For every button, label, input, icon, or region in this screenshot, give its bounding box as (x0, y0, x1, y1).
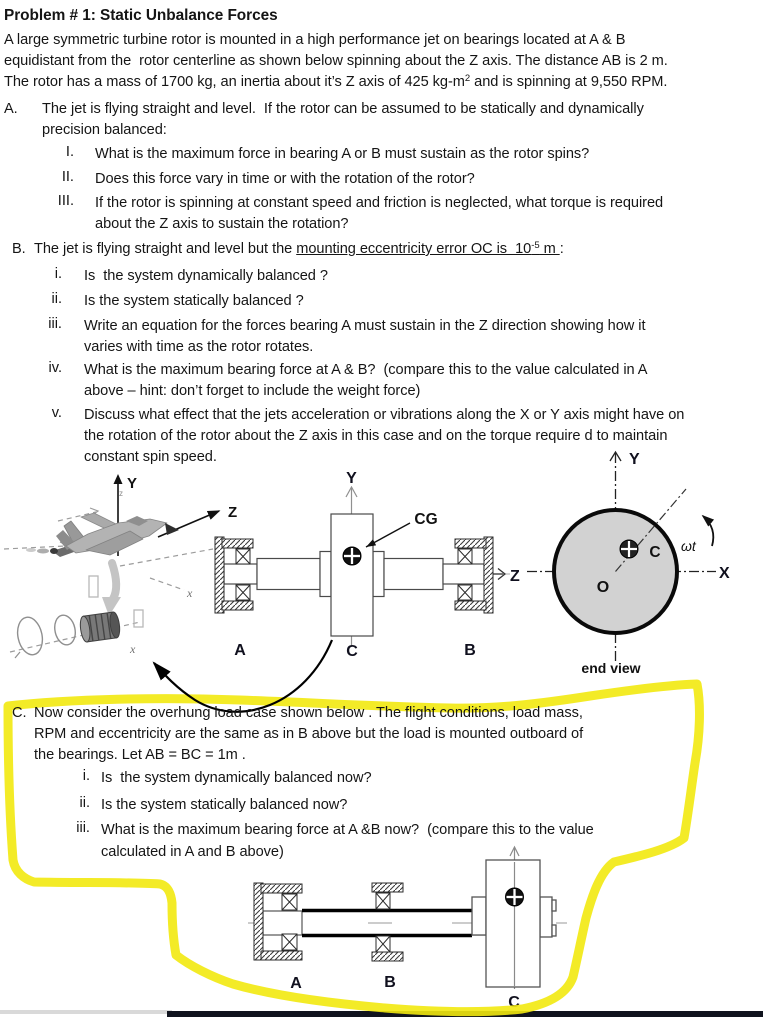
list-item: the rotation of the rotor about the Z axis in this case and on the torque require d to maintain (84, 428, 668, 444)
list-number: i. (82, 768, 90, 784)
end-view-figure (525, 440, 763, 685)
list-item: varies with time as the rotor rotates. (84, 339, 314, 355)
bearing-b-label: B (464, 642, 476, 659)
detail-callout-arrow (102, 563, 121, 616)
disk-c-label: C (346, 643, 358, 660)
omega-t-label: ωt (681, 538, 696, 554)
bearing-b (372, 883, 403, 961)
jet-x-label-1: x (187, 586, 193, 600)
section-c-head: RPM and eccentricity are the same as in B above but the load is mounted outboard of (34, 726, 584, 742)
jet-nose (165, 523, 179, 535)
mass-block-2 (134, 610, 143, 627)
shaft-stub (263, 911, 302, 935)
section-a-head: The jet is flying straight and level. If the rotor can be assumed to be statically and dynamically (42, 101, 644, 117)
list-item: Is the system dynamically balanced ? (84, 268, 328, 284)
list-item: Does this force vary in time or with the rotation of the rotor? (95, 171, 475, 187)
cg-marker (620, 540, 638, 558)
bearing-a-label: A (290, 975, 302, 992)
list-number: iii. (76, 820, 90, 836)
list-number: ii. (51, 291, 62, 307)
section-b-pre: The jet is flying straight and level but the (34, 241, 297, 257)
list-number: iii. (48, 316, 62, 332)
list-item: about the Z axis to sustain the rotation? (95, 216, 349, 232)
turbine-rotor-sketch (79, 611, 121, 642)
section-b-head (34, 239, 564, 261)
jet-x-label-2: x (130, 642, 136, 656)
list-item: If the rotor is spinning at constant speed and friction is neglected, what torque is required (95, 195, 664, 211)
list-number: III. (57, 193, 74, 209)
jet-z-small-label: z (119, 489, 123, 498)
cg-label: CG (414, 511, 438, 528)
rotation-direction-arrow (703, 516, 713, 546)
cg-marker (506, 888, 524, 906)
list-number: ii. (79, 795, 90, 811)
end-y-label: Y (629, 451, 640, 468)
disk-c-label: C (508, 994, 520, 1011)
cg-marker (343, 547, 361, 565)
overhung-load-figure (240, 840, 570, 1012)
rotor-disk (331, 514, 373, 636)
intro-line (4, 72, 667, 94)
list-number: iv. (48, 360, 62, 376)
intro-line: equidistant from the rotor centerline as shown below spinning about the Z axis. The distance AB is 2 m. (4, 53, 668, 69)
section-b-colon: : (559, 241, 564, 257)
list-item: Write an equation for the forces bearing A must sustain in the Z direction showing how it (84, 318, 646, 334)
y-axis-arrowhead (114, 474, 123, 484)
intro-line3-post: and is spinning at 9,550 RPM. (470, 74, 668, 90)
end-c-label: C (649, 544, 661, 561)
section-b-superscript: -5 (531, 240, 540, 251)
intro-superscript: 2 (464, 73, 471, 84)
bearing-b-label: B (384, 974, 396, 991)
mass-block-1 (89, 576, 98, 597)
list-item: calculated in A and B above) (101, 844, 284, 860)
rotor-side-view-figure (208, 468, 533, 668)
rotation-loops (14, 613, 78, 658)
section-b-ul-post: m (539, 241, 560, 257)
bearing-a-label: A (234, 642, 246, 659)
list-number: v. (51, 405, 62, 421)
intro-line3-pre: The rotor has a mass of 1700 kg, an inertia about it’s Z axis of 425 kg-m (4, 74, 465, 90)
side-y-label: Y (346, 470, 357, 487)
section-c-head: Now consider the overhung load case shown below . The flight conditions, load mass, (34, 705, 583, 721)
list-item: What is the maximum bearing force at A &B now? (compare this to the value (101, 822, 594, 838)
page-title: Problem # 1: Static Unbalance Forces (4, 7, 278, 24)
section-b-ul-pre: mounting eccentricity error OC is 10 (296, 241, 532, 257)
list-number: i. (54, 266, 62, 282)
jet-exhaust (50, 548, 58, 554)
bottom-edge-light-bar (0, 1010, 172, 1014)
end-view-caption: end view (581, 660, 641, 676)
section-b-underlined (296, 241, 559, 257)
list-item: Is the system statically balanced ? (84, 293, 304, 309)
list-item: Is the system dynamically balanced now? (101, 770, 372, 786)
jet-z-axis-label: Z (228, 504, 238, 521)
list-item: above – hint: don’t forget to include the weight force) (84, 383, 421, 399)
end-x-label: X (719, 565, 730, 582)
section-a-label: A. (4, 101, 18, 117)
fighter-jet-drawing (26, 513, 179, 557)
intro-line: A large symmetric turbine rotor is mounted in a high performance jet on bearings located at A & B (4, 32, 626, 48)
list-number: I. (65, 144, 74, 160)
list-item: What is the maximum force in bearing A or B must sustain as the rotor spins? (95, 146, 590, 162)
list-item: constant spin speed. (84, 449, 217, 465)
origin-label: O (596, 579, 610, 596)
jet-y-axis-label: Y (127, 475, 138, 492)
side-z-label: Z (510, 568, 520, 585)
list-item: What is the maximum bearing force at A & B? (compare this to the value calculated in A (84, 362, 648, 378)
list-number: II. (61, 169, 74, 185)
section-c-label: C. (12, 705, 27, 721)
shaft-and-disk (224, 514, 484, 636)
list-item: Is the system statically balanced now? (101, 797, 348, 813)
section-a-head: precision balanced: (42, 122, 167, 138)
section-c-head: the bearings. Let AB = BC = 1m . (34, 747, 246, 763)
section-b-label: B. (12, 241, 26, 257)
list-item: Discuss what effect that the jets acceleration or vibrations along the X or Y axis might have on (84, 407, 685, 423)
